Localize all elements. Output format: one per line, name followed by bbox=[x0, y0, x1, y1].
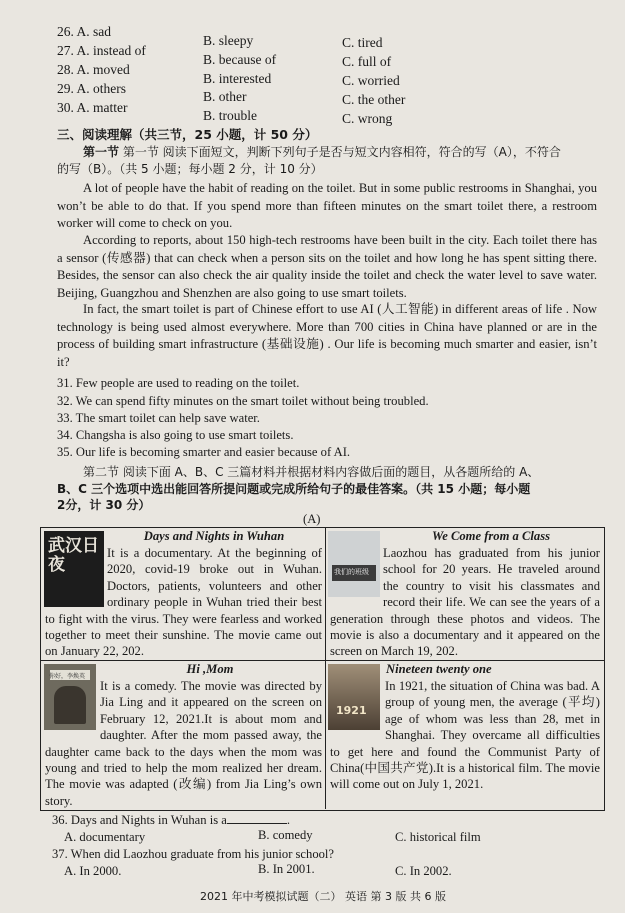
question-36-option-b: B. comedy bbox=[258, 828, 313, 842]
table-divider-vertical bbox=[325, 527, 326, 809]
passage-paragraph-3: In fact, the smart toilet is part of Chinese effort to use AI (人工智能) in different areas of life . Now technology is being used almost everywhere. More than 700 cities in China have planned or are in the process of building smart infrastructure (基础设施) . Our life is becoming much smarter and easier, isn’t it? bbox=[57, 302, 597, 369]
option-29-a: 29. A. others bbox=[57, 81, 126, 96]
part1-instruction-line2: 的写（B）。（共 5 小题；每小题 2 分，计 10 分） bbox=[57, 162, 323, 176]
question-37-option-b: B. In 2001. bbox=[258, 862, 315, 876]
question-36-option-a: A. documentary bbox=[64, 830, 146, 844]
option-29-c: C. the other bbox=[342, 92, 406, 107]
movie-2-body-wrap bbox=[330, 545, 600, 660]
option-27-b: B. because of bbox=[203, 52, 277, 67]
movie-2-title: We Come from a Class bbox=[431, 529, 550, 543]
part2-instruction-line3: 2分，计 30 分） bbox=[57, 498, 151, 512]
question-37-stem: 37. When did Laozhou graduate from his junior school? bbox=[52, 847, 335, 861]
movie-2-body: Laozhou has graduated from his junior school for 20 years. He traveled around the country to visit his classmates and record their life. We can see the years of a generation through these photos and videos. The movie is also a documentary and it appeared on the screen on March 19, 202. bbox=[330, 546, 600, 659]
option-26-a: 26. A. sad bbox=[57, 24, 111, 39]
question-36-blank bbox=[227, 812, 287, 824]
statement-32: 32. We can spend fifty minutes on the smart toilet without being troubled. bbox=[57, 394, 429, 408]
poster-hi-mom-text: 你好，李焕英 bbox=[49, 673, 86, 680]
movie-3-body: It is a comedy. The movie was directed by Jia Ling and it appeared on the screen on February 12, 2021.It is about mom and daughter. After the mom passed away, the daughter came back to the days when the mom was young and tried to help the mom realized her dream. The movie was adapted (改编) from Jia Ling’s own story. bbox=[45, 679, 322, 808]
movie-3-body-wrap bbox=[45, 678, 322, 809]
poster-1921-text: 1921 bbox=[336, 704, 367, 717]
movie-3-title: Hi ,Mom bbox=[186, 662, 234, 676]
option-30-c: C. wrong bbox=[342, 111, 393, 126]
page-footer: 2021 年中考模拟试题（二） 英语 第 3 版 共 6 版 bbox=[200, 890, 446, 903]
part2-instruction-line1: 第二节 阅读下面 A、B、C 三篇材料并根据材料内容做后面的题目，从各题所给的 A、 bbox=[83, 465, 540, 479]
statement-33: 33. The smart toilet can help save water. bbox=[57, 411, 260, 425]
option-27-c: C. full of bbox=[342, 54, 392, 69]
part1-instruction-line1: 第一节 第一节 阅读下面短文，判断下列句子是否与短文内容相符，符合的写（A），不符合 bbox=[83, 145, 561, 159]
poster-class-text: 我们的班级 bbox=[334, 568, 369, 576]
movie-4-body: In 1921, the situation of China was bad. A group of young men, the average (平均) age of whom was less than 28, met in Shanghai. They overcame all difficulties to get here and found the Communist Party of China(中国共产党).It is a historical film. The movie will come out on July 1, 2021. bbox=[330, 679, 600, 792]
statement-31: 31. Few people are used to reading on the toilet. bbox=[57, 376, 300, 390]
option-29-b: B. other bbox=[203, 89, 247, 104]
passage-paragraph-2: According to reports, about 150 high-tech restrooms have been built in the city. Each toilet there has a sensor (传感器) that can check when a person sits on the toilet and how long he has spent sitting there. Besides, the sensor can also check the air quality inside the toilet and check the water level to save water. Beijing, Guangzhou and Shenzhen are also going to use smart toilets. bbox=[57, 233, 597, 300]
option-26-b: B. sleepy bbox=[203, 33, 254, 48]
poster-wuhan-text: 武汉日夜 bbox=[48, 536, 99, 575]
part1-instruction-text: 第一节 阅读下面短文，判断下列句子是否与短文内容相符，符合的写（A），不符合 bbox=[122, 145, 561, 159]
question-36-stem bbox=[52, 812, 290, 828]
movie-4-body-wrap bbox=[330, 678, 600, 793]
section-3-title: 三、阅读理解（共三节，25 小题，计 50 分） bbox=[57, 127, 318, 142]
question-37-option-a: A. In 2000. bbox=[64, 864, 122, 878]
option-30-a: 30. A. matter bbox=[57, 100, 128, 115]
passage-paragraph-1: A lot of people have the habit of reading on the toilet. But in some public restrooms in Shanghai, you won’t be able to do that. If you spend more than fifteen minutes on the smart toilet there, a restroom worker will come to check on you. bbox=[57, 181, 597, 231]
passage-a-label: (A) bbox=[303, 512, 321, 526]
movie-4-title: Nineteen twenty one bbox=[386, 662, 492, 676]
option-28-b: B. interested bbox=[203, 71, 272, 86]
question-36-text: 36. Days and Nights in Wuhan is a bbox=[52, 813, 227, 827]
question-36-option-c: C. historical film bbox=[395, 830, 481, 844]
statement-34: 34. Changsha is also going to use smart toilets. bbox=[57, 428, 294, 442]
part2-instruction-line2: B、C 三个选项中选出能回答所提问题或完成所给句子的最佳答案。（共 15 小题；每小题 bbox=[57, 482, 531, 496]
movie-1-title: Days and Nights in Wuhan bbox=[143, 529, 285, 543]
option-27-a: 27. A. instead of bbox=[57, 43, 146, 58]
question-36-end: . bbox=[286, 813, 291, 827]
option-26-c: C. tired bbox=[342, 35, 383, 50]
question-37-option-c: C. In 2002. bbox=[395, 864, 452, 878]
movie-1-body: It is a documentary. At the beginning of 2020, covid-19 broke out in Wuhan. Doctors, patients, volunteers and other ordinary people in Wuhan tried their best to fight with the virus. They were fearless and worked together to meet their sunshine. The movie came out on January 22, 202. bbox=[45, 546, 322, 659]
option-28-c: C. worried bbox=[342, 73, 400, 88]
option-28-a: 28. A. moved bbox=[57, 62, 130, 77]
statement-35: 35. Our life is becoming smarter and easier because of AI. bbox=[57, 445, 351, 459]
option-30-b: B. trouble bbox=[203, 108, 257, 123]
movie-1-body-wrap bbox=[45, 545, 322, 660]
